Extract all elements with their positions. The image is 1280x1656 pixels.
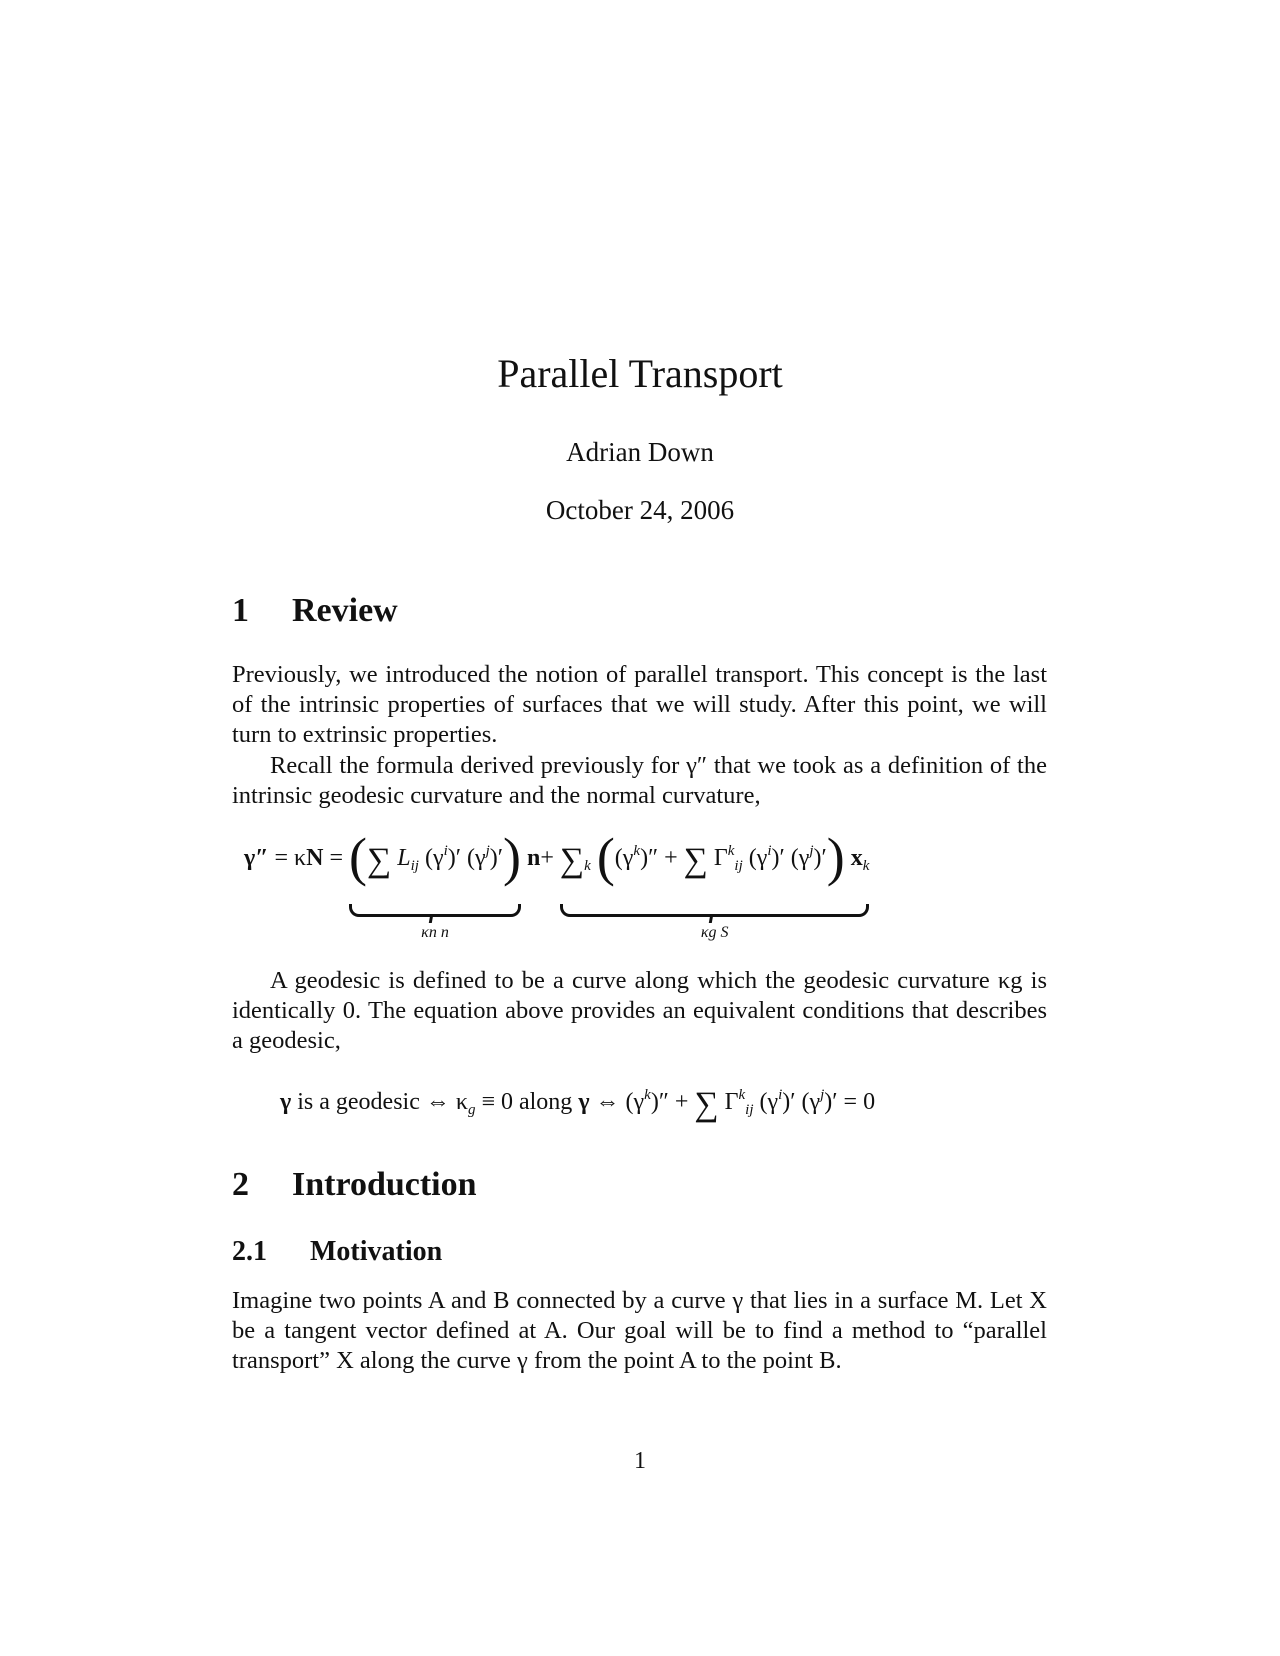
underbrace — [560, 904, 870, 917]
normal-curvature-label: κn n — [421, 924, 449, 941]
normal-curvature-term: (∑ $L_{ij}$ $(\gamma^i)'$ $(\gamma^j)'$) κn n — [349, 827, 521, 941]
subsection-heading-motivation — [232, 1236, 442, 1268]
document-date: October 24, 2006 — [545, 495, 735, 525]
paragraph-text: A geodesic is defined to be a curve along which the geodesic curvature κg is identically 0. The equation above provides an equivalent conditions that describes a geodesic, — [232, 967, 1047, 1055]
motivation-paragraph — [232, 1286, 1047, 1377]
document-author: Adrian Down — [566, 437, 714, 467]
review-paragraph-3 — [232, 966, 1047, 1057]
section-title: Review — [292, 592, 398, 629]
section-number: 1 — [232, 592, 249, 629]
geodesic-curvature-term: $\sum_k$ ($(\gamma^k)''$ + ∑ $\Gamma^k_{ij}$ $(\gamma^i)'$ $(\gamma^j)'$) $x_k$ κg S — [559, 827, 870, 941]
subsection-title: Motivation — [310, 1236, 443, 1267]
section-title: Introduction — [292, 1166, 477, 1203]
geodesic-curvature-label: κg S — [700, 924, 729, 941]
review-paragraph-1 — [232, 660, 1047, 751]
section-heading-introduction — [232, 1166, 477, 1204]
paragraph-text: Previously, we introduced the notion of parallel transport. This concept is the last of the intrinsic properties of surfaces that we will study. After this point, we will turn to extrinsic properties. — [232, 661, 1047, 749]
subsection-number: 2.1 — [232, 1236, 267, 1267]
paragraph-text: Imagine two points A and B connected by a curve γ that lies in a surface M. Let X be a tangent vector defined at A. Our goal will be to find a method to “parallel transport” X along the curve γ from the point A to the point B. — [232, 1287, 1047, 1375]
underbrace — [349, 904, 521, 917]
equation-curvature-decomposition: γ″ = κN = (∑ $L_{ij}$ $(\gamma^i)'$ $(\gamma^j)'$) κn n $n+ \sum_k$ ($(\gamma^k)''$ + ∑ $\Gamma^k_{ij}$ $(\gamma^i)'$ $(\gamma^j)'$) $x_k$ κg S — [244, 827, 870, 941]
eq-lhs: γ″ — [244, 845, 269, 871]
document-title: Parallel Transport — [497, 351, 783, 396]
section-number: 2 — [232, 1166, 249, 1203]
section-heading-review — [232, 592, 398, 630]
paragraph-text: Recall the formula derived previously for γ″ that we took as a definition of the intrinsic geodesic curvature and the normal curvature, — [232, 752, 1047, 810]
page-number: 1 — [634, 1448, 646, 1474]
equation-geodesic-condition: γ is a geodesic ⇔ $\kappa_g \equiv 0$ along γ ⇔ $(\gamma^k)''$ + ∑ $\Gamma^k_{ij}$ $(\gamma^i)'$ $(\gamma^j)' = 0$ — [280, 1086, 876, 1123]
review-paragraph-2 — [232, 751, 1047, 811]
